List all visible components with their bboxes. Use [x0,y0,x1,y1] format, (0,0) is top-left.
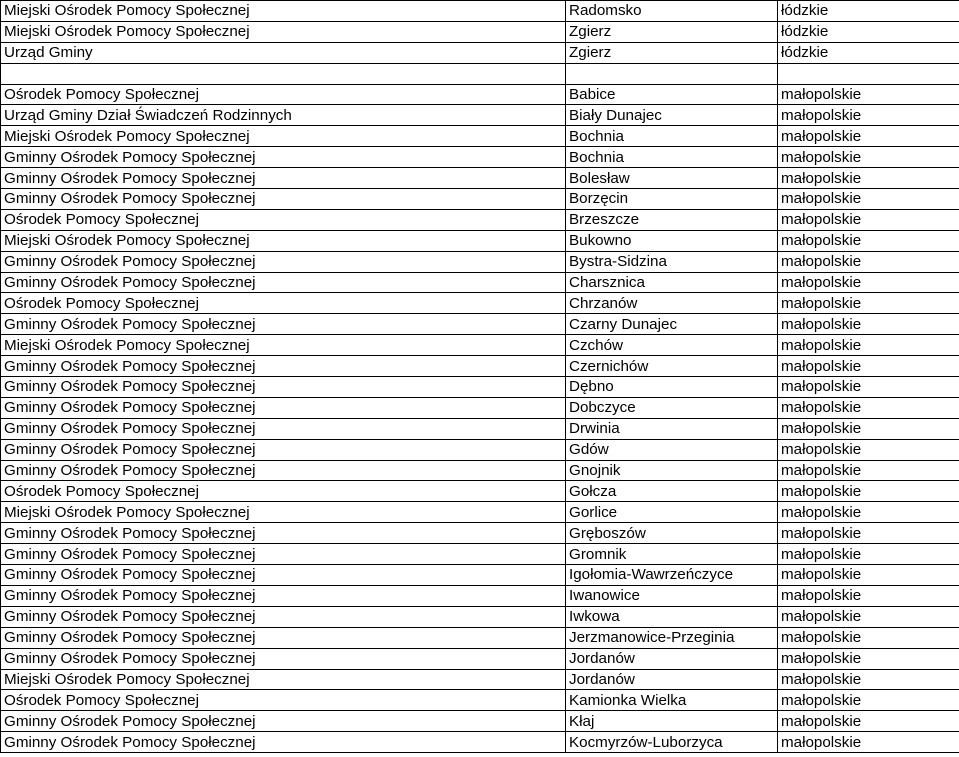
institution-cell: Gminny Ośrodek Pomocy Społecznej [1,711,566,732]
table-row [1,418,959,439]
voivodeship-cell: małopolskie [778,105,959,126]
table-row [1,606,959,627]
voivodeship-cell: małopolskie [778,335,959,356]
table-row [1,481,959,502]
voivodeship-cell: małopolskie [778,230,959,251]
institution-cell: Ośrodek Pomocy Społecznej [1,690,566,711]
table-row [1,523,959,544]
municipality-cell: Chrzanów [566,293,778,314]
municipality-cell: Dębno [566,377,778,398]
municipality-cell: Gnojnik [566,460,778,481]
municipality-cell: Czchów [566,335,778,356]
municipality-cell: Kłaj [566,711,778,732]
table-row [1,335,959,356]
voivodeship-cell: małopolskie [778,523,959,544]
municipality-cell: Kocmyrzów-Luborzyca [566,732,778,753]
municipality-cell: Borzęcin [566,189,778,210]
municipality-cell: Jordanów [566,669,778,690]
table-row [1,63,959,84]
institution-cell: Gminny Ośrodek Pomocy Społecznej [1,397,566,418]
institution-cell: Gminny Ośrodek Pomocy Społecznej [1,585,566,606]
voivodeship-cell: małopolskie [778,126,959,147]
table-row [1,147,959,168]
table-row [1,544,959,565]
voivodeship-cell: małopolskie [778,84,959,105]
voivodeship-cell: małopolskie [778,627,959,648]
municipality-cell: Zgierz [566,42,778,63]
voivodeship-cell: małopolskie [778,147,959,168]
table-row [1,648,959,669]
institution-cell: Miejski Ośrodek Pomocy Społecznej [1,669,566,690]
table-row [1,627,959,648]
institution-cell: Gminny Ośrodek Pomocy Społecznej [1,627,566,648]
institution-cell: Gminny Ośrodek Pomocy Społecznej [1,314,566,335]
institution-cell: Gminny Ośrodek Pomocy Społecznej [1,168,566,189]
table-row [1,251,959,272]
table-row [1,585,959,606]
municipality-cell: Iwkowa [566,606,778,627]
institution-cell: Ośrodek Pomocy Społecznej [1,293,566,314]
table-row [1,42,959,63]
voivodeship-cell: małopolskie [778,481,959,502]
table-row [1,1,959,22]
voivodeship-cell: małopolskie [778,690,959,711]
table-body [1,1,959,753]
institution-cell: Miejski Ośrodek Pomocy Społecznej [1,21,566,42]
voivodeship-cell: małopolskie [778,356,959,377]
municipality-cell: Gromnik [566,544,778,565]
voivodeship-cell: łódzkie [778,21,959,42]
table-row [1,21,959,42]
institution-cell: Gminny Ośrodek Pomocy Społecznej [1,189,566,210]
table-row [1,690,959,711]
table-row [1,732,959,753]
voivodeship-cell: małopolskie [778,397,959,418]
institution-cell: Gminny Ośrodek Pomocy Społecznej [1,732,566,753]
municipality-cell: Bolesław [566,168,778,189]
table-row [1,314,959,335]
institution-cell: Gminny Ośrodek Pomocy Społecznej [1,356,566,377]
table-row [1,711,959,732]
voivodeship-cell [778,63,959,84]
municipality-cell: Igołomia-Wawrzeńczyce [566,565,778,586]
table-row [1,377,959,398]
table-row [1,84,959,105]
table-row [1,105,959,126]
voivodeship-cell: małopolskie [778,377,959,398]
institution-cell: Gminny Ośrodek Pomocy Społecznej [1,377,566,398]
table-row [1,272,959,293]
institution-cell: Gminny Ośrodek Pomocy Społecznej [1,418,566,439]
voivodeship-cell: łódzkie [778,42,959,63]
institution-cell: Miejski Ośrodek Pomocy Społecznej [1,230,566,251]
municipality-cell: Czarny Dunajec [566,314,778,335]
voivodeship-cell: małopolskie [778,272,959,293]
institution-cell: Miejski Ośrodek Pomocy Społecznej [1,1,566,22]
municipality-cell: Dobczyce [566,397,778,418]
institution-cell: Ośrodek Pomocy Społecznej [1,481,566,502]
table-row [1,293,959,314]
institution-cell: Gminny Ośrodek Pomocy Społecznej [1,523,566,544]
institution-cell: Gminny Ośrodek Pomocy Społecznej [1,648,566,669]
table-row [1,168,959,189]
voivodeship-cell: małopolskie [778,251,959,272]
voivodeship-cell: małopolskie [778,544,959,565]
table-row [1,502,959,523]
municipality-cell: Drwinia [566,418,778,439]
table-row [1,189,959,210]
municipality-cell: Iwanowice [566,585,778,606]
municipality-cell: Babice [566,84,778,105]
institution-cell: Gminny Ośrodek Pomocy Społecznej [1,565,566,586]
voivodeship-cell: małopolskie [778,502,959,523]
institution-cell: Urząd Gminy Dział Świadczeń Rodzinnych [1,105,566,126]
municipality-cell: Kamionka Wielka [566,690,778,711]
municipality-cell: Gorlice [566,502,778,523]
voivodeship-cell: małopolskie [778,209,959,230]
voivodeship-cell: małopolskie [778,189,959,210]
institution-cell: Gminny Ośrodek Pomocy Społecznej [1,606,566,627]
voivodeship-cell: małopolskie [778,314,959,335]
municipality-cell: Jordanów [566,648,778,669]
municipality-cell: Zgierz [566,21,778,42]
institution-cell: Gminny Ośrodek Pomocy Społecznej [1,439,566,460]
municipality-cell: Bochnia [566,147,778,168]
municipality-cell: Jerzmanowice-Przeginia [566,627,778,648]
table-row [1,356,959,377]
table-row [1,230,959,251]
institution-cell: Gminny Ośrodek Pomocy Społecznej [1,251,566,272]
municipality-cell: Bystra-Sidzina [566,251,778,272]
table-row [1,126,959,147]
voivodeship-cell: małopolskie [778,460,959,481]
municipality-cell: Gręboszów [566,523,778,544]
institution-cell: Miejski Ośrodek Pomocy Społecznej [1,502,566,523]
voivodeship-cell: małopolskie [778,293,959,314]
voivodeship-cell: łódzkie [778,1,959,22]
voivodeship-cell: małopolskie [778,418,959,439]
voivodeship-cell: małopolskie [778,669,959,690]
municipality-cell: Czernichów [566,356,778,377]
table-row [1,397,959,418]
municipality-cell: Charsznica [566,272,778,293]
institution-cell: Miejski Ośrodek Pomocy Społecznej [1,126,566,147]
institution-cell: Gminny Ośrodek Pomocy Społecznej [1,544,566,565]
institution-cell: Gminny Ośrodek Pomocy Społecznej [1,147,566,168]
voivodeship-cell: małopolskie [778,606,959,627]
table-row [1,565,959,586]
table-row [1,669,959,690]
table-row [1,209,959,230]
municipality-cell: Bukowno [566,230,778,251]
municipality-cell: Gdów [566,439,778,460]
voivodeship-cell: małopolskie [778,711,959,732]
municipality-cell: Brzeszcze [566,209,778,230]
voivodeship-cell: małopolskie [778,439,959,460]
institution-cell [1,63,566,84]
voivodeship-cell: małopolskie [778,565,959,586]
voivodeship-cell: małopolskie [778,168,959,189]
institution-cell: Gminny Ośrodek Pomocy Społecznej [1,272,566,293]
institution-cell: Ośrodek Pomocy Społecznej [1,209,566,230]
municipality-cell: Radomsko [566,1,778,22]
municipality-cell: Bochnia [566,126,778,147]
municipality-cell: Gołcza [566,481,778,502]
institution-cell: Gminny Ośrodek Pomocy Społecznej [1,460,566,481]
municipality-cell [566,63,778,84]
institution-cell: Ośrodek Pomocy Społecznej [1,84,566,105]
institution-cell: Urząd Gminy [1,42,566,63]
municipality-cell: Biały Dunajec [566,105,778,126]
voivodeship-cell: małopolskie [778,648,959,669]
table-row [1,460,959,481]
institution-cell: Miejski Ośrodek Pomocy Społecznej [1,335,566,356]
voivodeship-cell: małopolskie [778,585,959,606]
table-row [1,439,959,460]
voivodeship-cell: małopolskie [778,732,959,753]
